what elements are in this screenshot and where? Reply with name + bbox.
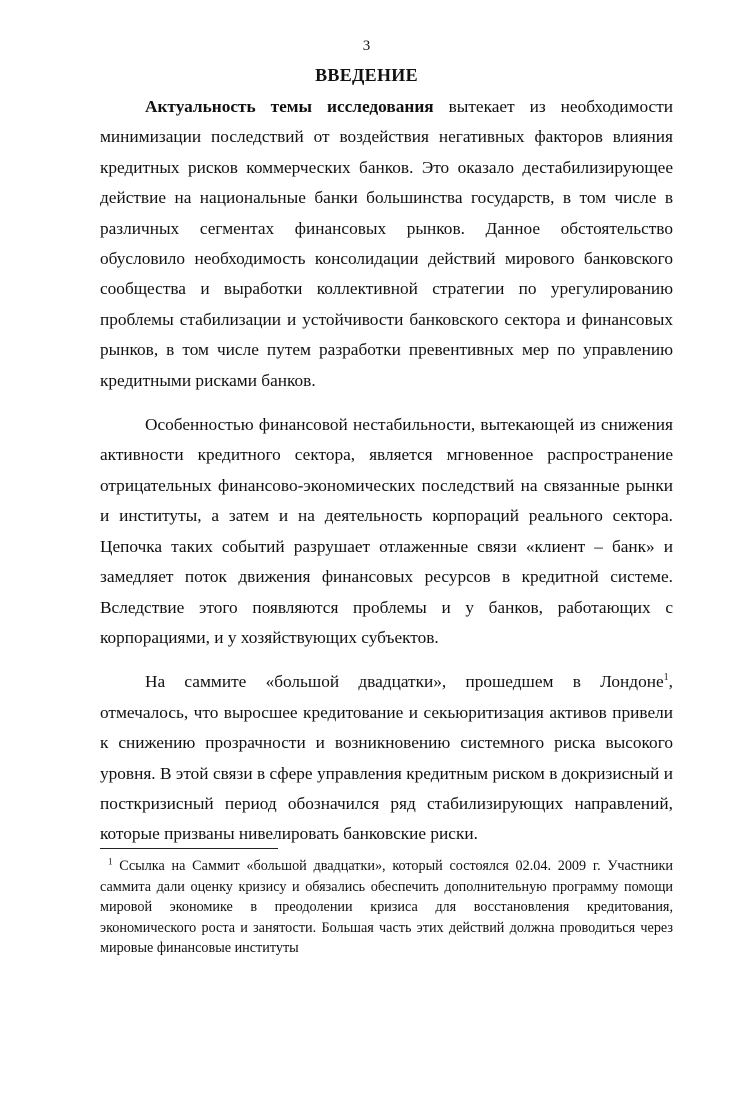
footnote-reference: 1	[663, 672, 669, 684]
paragraph-lead: Актуальность темы исследования	[145, 97, 434, 116]
paragraph-g20-summit	[100, 667, 673, 849]
footnote	[100, 856, 673, 959]
body-text	[100, 92, 673, 850]
footnote-separator	[100, 848, 278, 849]
paragraph-instability	[100, 410, 673, 653]
paragraph-text: Особенностью финансовой нестабильности, вытекающей из снижения активности кредитного сектора, является мгновенное распространение отрицательных финансово-экономических последствий на связанные рынки и институты, а затем и на деятельность корпораций реального сектора. Цепочка таких событий разрушает отлаженные связи «клиент – банк» и замедляет поток движения финансовых ресурсов в кредитной системе. Вследствие этого появляются проблемы и у банков, работающих с корпорациями, и у хозяйствующих субъектов.	[100, 415, 673, 647]
page-number: 3	[362, 38, 371, 54]
footnote-marker: 1	[108, 856, 113, 867]
footnote-text: Ссылка на Саммит «большой двадцатки», который состоялся 02.04. 2009 г. Участники саммита дали оценку кризису и обязались обеспечить дополнительную программу помощи мировой экономике в преодолении кризиса для восстановления кредитования, экономического роста и занятости. Большая часть этих действий должна проводиться через мировые финансовые институты	[100, 858, 673, 957]
section-heading: ВВЕДЕНИЕ	[315, 65, 418, 85]
paragraph-text: вытекает из необходимости минимизации последствий от воздействия негативных факторов влияния кредитных рисков коммерческих банков. Это оказало дестабилизирующее действие на национальные банки большинства государств, в том числе в различных сегментах финансовых рынков. Данное обстоятельство обусловило необходимость консолидации действий мирового банковского сообщества и выработки коллективной стратегии по урегулированию проблемы стабилизации и устойчивости банковского сектора и финансовых рынков, в том числе путем разработки превентивных мер по управлению кредитными рисками банков.	[100, 97, 673, 390]
paragraph-text: , отмечалось, что выросшее кредитование и секьюритизация активов привели к снижению прозрачности и возникновению системного риска высокого уровня. В этой связи в сфере управления кредитным риском в докризисный и посткризисный период обозначился ряд стабилизирующих направлений, которые призваны нивелировать банковские риски.	[100, 672, 673, 844]
paragraph-relevance	[100, 92, 673, 396]
paragraph-text: На саммите «большой двадцатки», прошедшем в Лондоне	[145, 672, 664, 692]
